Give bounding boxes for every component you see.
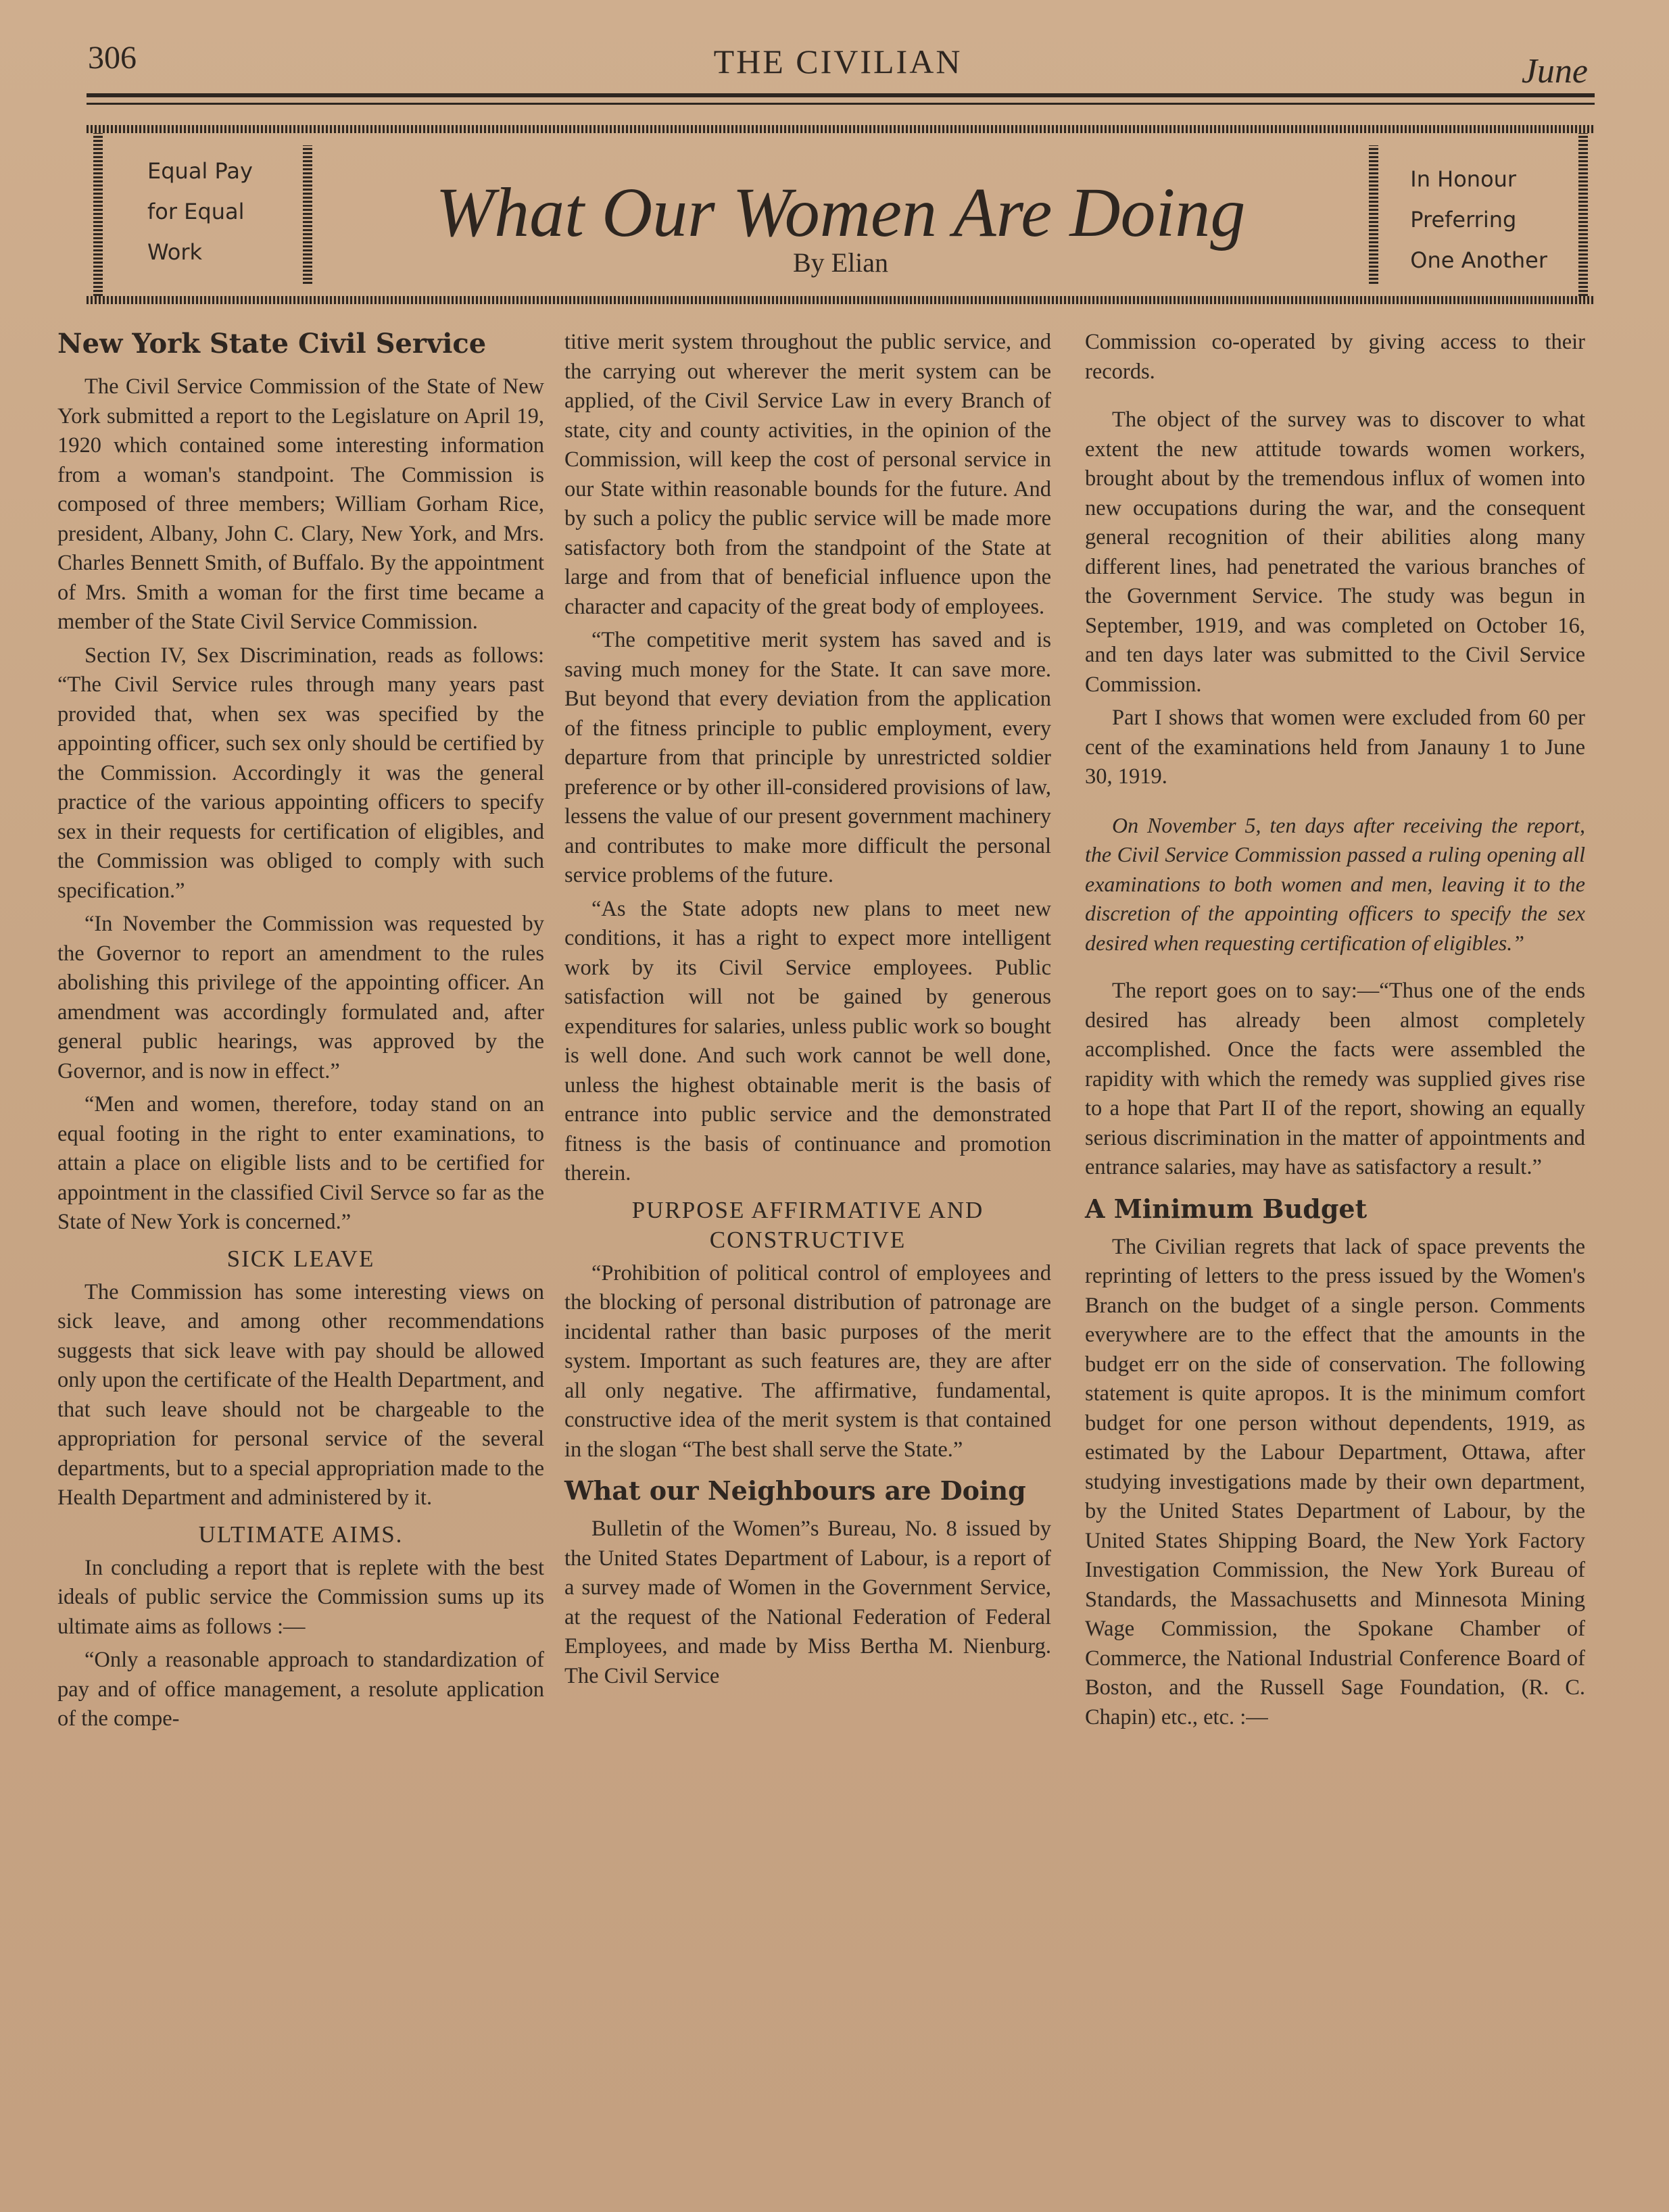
motto-left-line: Equal Pay <box>147 158 253 184</box>
header-rule-thin <box>87 103 1595 105</box>
paragraph: Commission co-operated by giving access to their records. <box>1085 330 1585 384</box>
paragraph: “Prohibition of political control of employees and the blocking of personal distribution of patronage are incidental rather than basic purposes of the merit system. Important as such features are, they are after all only negative. The affirmative, fundamental, constructive idea of the merit system is that contained in the slogan “The best shall serve the State.” <box>564 1260 1051 1462</box>
article-column-2 <box>564 328 1051 1695</box>
paragraph: “Only a reasonable approach to standardization of pay and of office management, a resolute application of the compe- <box>57 1648 544 1731</box>
issue-month: June <box>1521 52 1588 91</box>
spacer <box>1085 796 1585 811</box>
spacer <box>1085 962 1585 977</box>
running-header <box>81 34 1595 95</box>
header-rule-thick <box>87 93 1595 97</box>
paragraph: The Civilian regrets that lack of space prevents the reprinting of letters to the press issued by the Women's Branch on the budget of a single person. Comments everywhere are to the effect that the amounts in the budget err on the side of conservation. The following statement is quite apropos. It is the minimum comfort budget for one person without dependents, 1919, as estimated by the Labour Department, Ottawa, after studying investigations made by their own department, by the United States Department of Labour, by the United States Shipping Board, the New York Factory Investigation Commission, the New York Bureau of Standards, the Massachusetts and Minnesota Mining Wage Commission, the Spokane Chamber of Commerce, the National Industrial Conference Board of Boston, and the Russell Sage Foundation, (R. C. Chapin) etc., etc. :— <box>1085 1234 1585 1729</box>
paragraph: The Commission has some interesting views on sick leave, and among other recommendations suggests that sick leave with pay should be allowed only upon the certificate of the Health Department, and that such leave should not be chargeable to the appropriation for personal service of the several departments, but to a special appropriation made to the Health Department and administered by it. <box>57 1279 544 1510</box>
subheading: PURPOSE AFFIRMATIVE AND CONSTRUCTIVE <box>631 1196 984 1253</box>
paragraph: titive merit system throughout the public service, and the carrying out wherever the merit system can be applied, of the Civil Service Law in every Branch of state, city and county activities, in the opinion of the Commission, will keep the cost of personal service in our State within reasonable bounds for the future. And by such a policy the public service will be made more satisfactory both from the standpoint of the State at large and from that of beneficial influence upon the character and capacity of the great body of employees. <box>564 330 1051 619</box>
paragraph: Section IV, Sex Discrimination, reads as follows: “The Civil Service rules through many years past provided that, when sex was specified by the appointing officer, such sex only should be certified by the Commission. Accordingly it was the general practice of the various appointing officers to specify sex in their requests for certification of eligibles, and the Commission was obliged to comply with such specification.” <box>57 643 544 903</box>
motto-right-line: In Honour <box>1410 166 1517 192</box>
banner-border-right <box>1578 133 1588 296</box>
section-heading: What our Neighbours are Doing <box>564 1475 1026 1506</box>
section-heading: A Minimum Budget <box>1085 1193 1368 1224</box>
section-heading: New York State Civil Service <box>57 328 487 360</box>
paragraph: “The competitive merit system has saved and is saving much money for the State. It can save more. But beyond that every deviation from the application of the fitness principle to public employment, every departure from that principle by unrestricted soldier preference or by other ill-considered provisions of law, lessens the value of our present government machinery and contributes to make more difficult the personal service problems of the future. <box>564 628 1051 887</box>
banner-divider-left <box>303 145 312 284</box>
italic-paragraph: On November 5, ten days after receiving the report, the Civil Service Commission passed a ruling opening all examinations to both women and men, leaving it to the discretion of the appointing officers to specify the sex desired when requesting certification of eligibles.” <box>1085 812 1585 955</box>
motto-left-line: Work <box>147 239 203 265</box>
paragraph: The object of the survey was to discover to what extent the new attitude towards women workers, brought about by the tremendous influx of women into new occupations during the war, and the consequent general recognition of their abilities along many different lines, had penetrated the various branches of the Government Service. The study was begun in September, 1919, and was completed on October 16, and ten days later was submitted to the Civil Service Commission. <box>1085 408 1585 697</box>
banner-divider-right <box>1369 145 1378 284</box>
subheading: ULTIMATE AIMS. <box>198 1521 404 1548</box>
paragraph: The report goes on to say:—“Thus one of the ends desired has already been almost completely accomplished. Once the facts were assembled the rapidity with which the remedy was supplied gives rise to a hope that Part II of the report, showing an equally serious discrimination in the matter of appointments and entrance salaries, may have as satisfactory a result.” <box>1085 979 1585 1179</box>
paragraph: “Men and women, therefore, today stand on an equal footing in the right to enter examinations, to attain a place on eligible lists and to be certified for appointment in the classified Civil Servce so far as the State of New York is concerned.” <box>57 1092 544 1234</box>
paragraph: Bulletin of the Women”s Bureau, No. 8 issued by the United States Department of Labour, is a report of a survey made of Women in the Government Service, at the request of the National Federation of Federal Employees, and made by Miss Bertha M. Nienburg. The Civil Service <box>564 1517 1051 1688</box>
spacer <box>1085 391 1585 405</box>
column-byline: By Elian <box>792 247 889 278</box>
banner-motto-left <box>147 151 253 272</box>
page-number: 306 <box>88 40 137 76</box>
article-column-3 <box>1085 328 1585 1736</box>
paragraph: “In November the Commission was requested by the Governor to report an amendment to the rules abolishing this privilege of the appointing officer. An amendment was accordingly formulated and, after general public hearings, was approved by the Governor, and is now in effect.” <box>57 912 544 1083</box>
paragraph: Part I shows that women were excluded from 60 per cent of the examinations held from Janauny 1 to June 30, 1919. <box>1085 706 1585 789</box>
banner-border-bottom <box>87 296 1595 304</box>
banner-border-top <box>87 125 1595 133</box>
banner-border-left <box>93 133 103 296</box>
article-column-1 <box>57 328 544 1738</box>
motto-right-line: One Another <box>1410 247 1547 273</box>
motto-right-line: Preferring <box>1410 207 1517 232</box>
paragraph: “As the State adopts new plans to meet new conditions, it has a right to expect more intelligent work by its Civil Service employees. Public satisfaction will not be gained by generous expenditures for salaries, unless public work so bought is well done. And such work cannot be well done, unless the highest obtainable merit is the basis of entrance into public service and the demonstrated fitness is the basis of continuance and promotion therein. <box>564 896 1051 1185</box>
publication-title: THE CIVILIAN <box>713 43 963 80</box>
banner-motto-right <box>1410 159 1547 280</box>
subheading: SICK LEAVE <box>226 1245 375 1272</box>
motto-left-line: for Equal <box>147 199 245 224</box>
paragraph: The Civil Service Commission of the State of New York submitted a report to the Legislature on April 19, 1920 which contained some interesting information from a woman's standpoint. The Commission is composed of three members; William Gorham Rice, president, Albany, John C. Clary, New York, and Mrs. Charles Bennett Smith, of Buffalo. By the appointment of Mrs. Smith a woman for the first time became a member of the State Civil Service Commission. <box>57 374 544 634</box>
paragraph: In concluding a report that is replete with the best ideals of public service the Commission sums up its ultimate aims as follows :— <box>57 1555 544 1639</box>
column-banner <box>87 125 1595 304</box>
column-title: What Our Women Are Doing <box>435 174 1246 251</box>
